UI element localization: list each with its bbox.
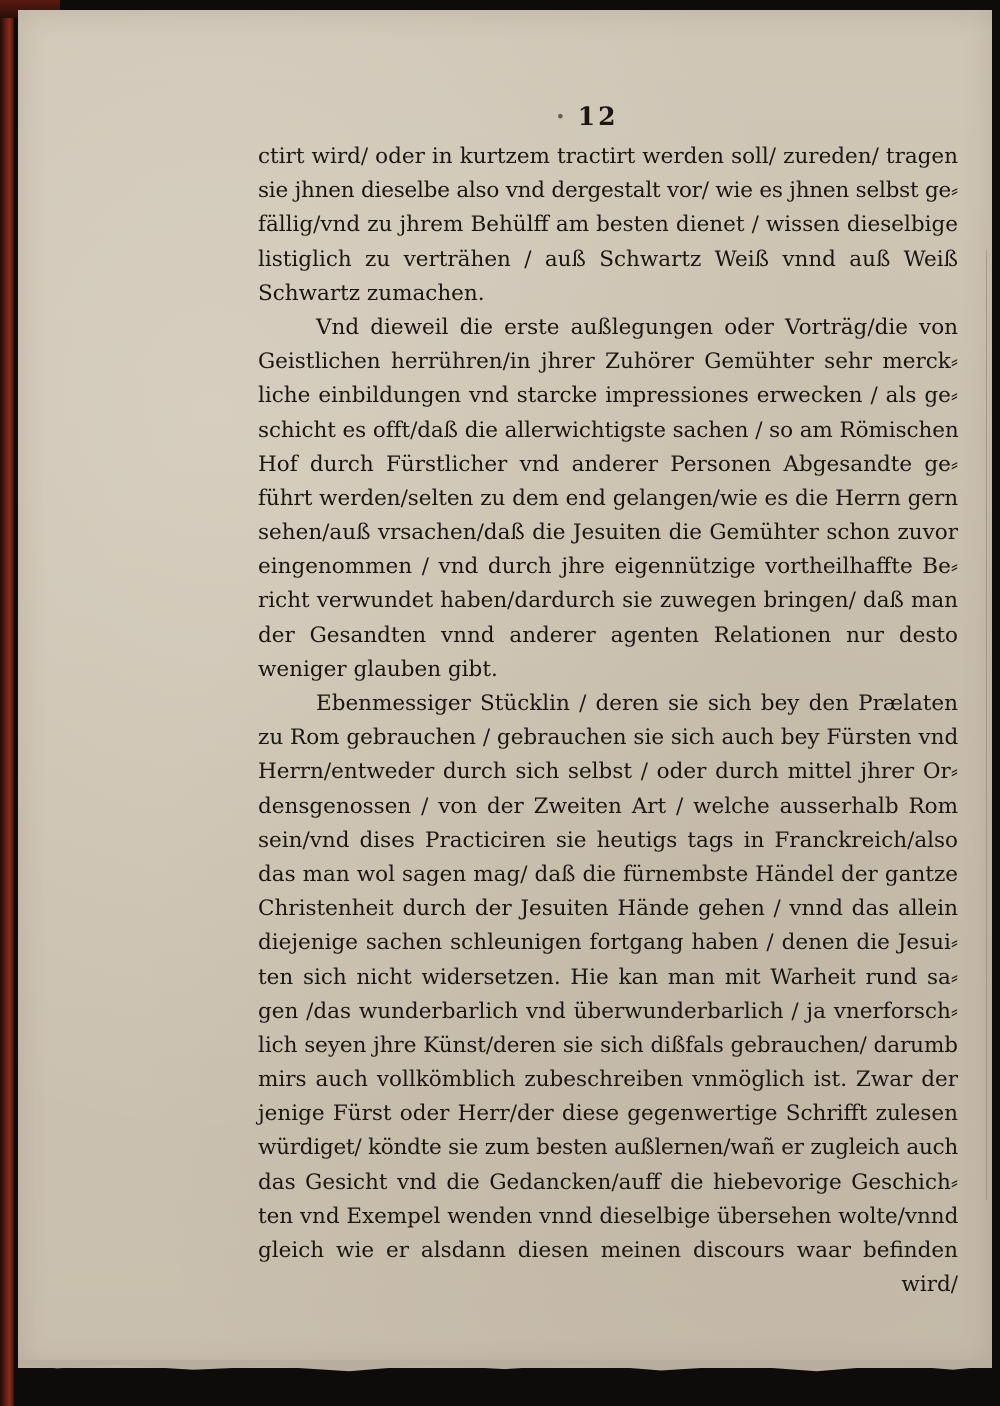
text-line: Vnd dieweil die erste außlegungen oder Vorträg/die von [316, 314, 958, 340]
text-line: sein/vnd dises Practiciren sie heutigs tags in Franckreich/also [258, 827, 958, 853]
page-number-dot: · [556, 102, 568, 131]
page-number-value: 12 [577, 102, 619, 131]
text-line: der Gesandten vnnd anderer agenten Relationen nur desto [258, 622, 958, 648]
text-line: würdiget/ köndte sie zum besten außlernen/wañ er zugleich auch [258, 1135, 958, 1161]
text-line: zu Rom gebrauchen / gebrauchen sie sich auch bey Fürsten vnd [258, 725, 959, 751]
text-line: densgenossen / von der Zweiten Art / welche ausserhalb Rom [258, 793, 958, 819]
text-line: fällig/vnd zu jhrem Behülff am besten dienet / wissen dieselbige [258, 212, 958, 238]
text-line: liche einbildungen vnd starcke impressiones erwecken / als ge⸗ [258, 383, 958, 409]
text-line: mirs auch vollkömblich zubeschreiben vnmöglich ist. Zwar der [258, 1067, 958, 1093]
torn-bottom-edge [18, 1360, 992, 1374]
text-line: Schwartz zumachen. [258, 280, 485, 306]
catchword: wird/ [901, 1272, 958, 1298]
text-line: das man wol sagen mag/ daß die fürnembste Händel der gantze [258, 861, 958, 887]
text-line: diejenige sachen schleunigen fortgang haben / denen die Jesui⸗ [258, 930, 958, 956]
page-fold-line [986, 250, 987, 1200]
text-line: sehen/auß vrsachen/daß die Jesuiten die Gemühter schon zuvor [258, 520, 958, 546]
text-line: sie jhnen dieselbe also vnd dergestalt vor/ wie es jhnen selbst ge⸗ [258, 178, 958, 204]
text-line: weniger glauben gibt. [258, 656, 498, 682]
text-line: Ebenmessiger Stücklin / deren sie sich bey den Prælaten [316, 691, 958, 716]
binding-edge [0, 0, 14, 1406]
text-line: Christenheit durch der Jesuiten Hände gehen / vnnd das allein [258, 896, 958, 922]
text-line: jenige Fürst oder Herr/der diese gegenwertige Schrifft zulesen [258, 1101, 958, 1127]
text-line: ctirt wird/ oder in kurtzem tractirt werden soll/ zureden/ tragen [258, 144, 958, 169]
text-line: lich seyen jhre Künst/deren sie sich dißfals gebrauchen/ darumb [258, 1032, 958, 1058]
text-line: richt verwundet haben/dardurch sie zuwegen bringen/ daß man [258, 588, 958, 614]
text-line: Geistlichen herrühren/in jhrer Zuhörer Gemühter sehr merck⸗ [258, 349, 958, 375]
body-text [258, 140, 958, 1302]
text-line: ten sich nicht widersetzen. Hie kan man mit Warheit rund sa⸗ [258, 964, 958, 990]
text-line: gen /das wunderbarlich vnd überwunderbarlich / ja vnerforsch⸗ [258, 998, 958, 1024]
text-line: führt werden/selten zu dem end gelangen/wie es die Herrn gern [258, 485, 958, 511]
text-line: eingenommen / vnd durch jhre eigennützige vortheilhaffte Be⸗ [258, 554, 958, 580]
text-line: listiglich zu verträhen / auß Schwartz Weiß vnnd auß Weiß [258, 246, 958, 272]
text-line: Hof durch Fürstlicher vnd anderer Personen Abgesandte ge⸗ [258, 451, 958, 477]
text-line: gleich wie er alsdann diesen meinen discours waar befinden [258, 1238, 958, 1263]
text-line: Herrn/entweder durch sich selbst / oder durch mittel jhrer Or⸗ [258, 759, 958, 785]
text-line: ten vnd Exempel wenden vnnd dieselbige übersehen wolte/vnnd [258, 1203, 959, 1229]
text-line: das Gesicht vnd die Gedancken/auff die hiebevorige Geschich⸗ [258, 1169, 958, 1195]
page-number [556, 102, 619, 131]
text-line: schicht es offt/daß die allerwichtigste sachen / so am Römischen [258, 417, 959, 443]
